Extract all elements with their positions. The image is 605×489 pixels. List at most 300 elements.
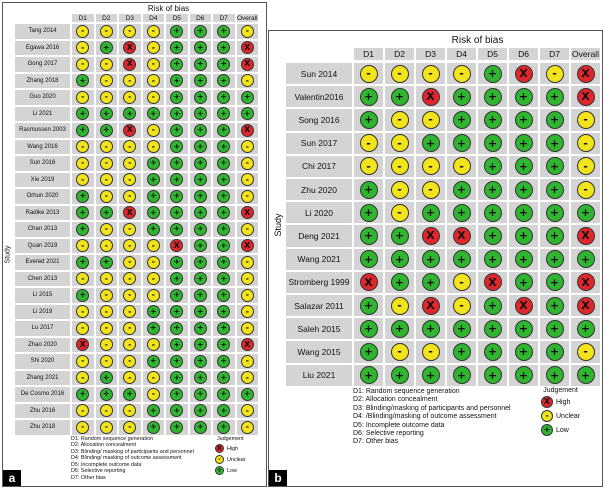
rating-cell bbox=[165, 353, 189, 370]
study-label: Sun 2017 bbox=[285, 132, 353, 155]
study-label: Gong 2017 bbox=[14, 56, 71, 73]
study-label: Li 2019 bbox=[14, 304, 71, 321]
rating-unclear-icon: - bbox=[100, 58, 113, 71]
rating-cell bbox=[384, 294, 415, 317]
rating-cell bbox=[165, 89, 189, 106]
rating-cell bbox=[236, 172, 260, 189]
rating-cell bbox=[165, 40, 189, 57]
rating-cell bbox=[212, 271, 236, 288]
rating-cell bbox=[95, 172, 119, 189]
rating-cell bbox=[165, 23, 189, 40]
rating-cell bbox=[212, 40, 236, 57]
rating-low-icon: + bbox=[515, 111, 533, 129]
rating-low-icon: + bbox=[76, 388, 89, 401]
column-header-overall: Overall bbox=[570, 47, 601, 61]
domain-legend bbox=[353, 388, 511, 447]
rating-low-icon: + bbox=[217, 371, 230, 384]
rating-cell bbox=[353, 317, 384, 340]
rating-cell bbox=[95, 403, 119, 420]
rating-low-icon: + bbox=[217, 388, 230, 401]
rating-low-icon: + bbox=[241, 107, 254, 120]
rating-low-icon: + bbox=[515, 204, 533, 222]
domain-legend-item: D1: Random sequence generation bbox=[71, 436, 154, 442]
rating-low-icon: + bbox=[484, 227, 502, 245]
rating-cell bbox=[95, 353, 119, 370]
rating-unclear-icon: - bbox=[241, 25, 254, 38]
rating-cell bbox=[189, 370, 213, 387]
rating-cell bbox=[353, 271, 384, 294]
domain-legend-item: D2: Allocation concealment bbox=[353, 396, 438, 404]
rating-low-icon: + bbox=[484, 181, 502, 199]
judgement-high-icon: X bbox=[541, 396, 553, 408]
rating-cell bbox=[353, 294, 384, 317]
rating-cell bbox=[384, 132, 415, 155]
rating-low-icon: + bbox=[391, 366, 409, 384]
rating-low-icon: + bbox=[217, 190, 230, 203]
rating-low-icon: + bbox=[453, 111, 471, 129]
study-label: Saleh 2015 bbox=[285, 317, 353, 340]
rating-low-icon: + bbox=[170, 173, 183, 186]
rating-low-icon: + bbox=[484, 366, 502, 384]
rating-high-icon: X bbox=[241, 239, 254, 252]
rating-low-icon: + bbox=[217, 41, 230, 54]
rating-cell bbox=[236, 221, 260, 238]
study-label: Rasmussen 2003 bbox=[14, 122, 71, 139]
rating-cell bbox=[236, 304, 260, 321]
rating-cell bbox=[236, 337, 260, 354]
rating-cell bbox=[384, 62, 415, 85]
study-label: Sun 2016 bbox=[14, 155, 71, 172]
rating-low-icon: + bbox=[391, 273, 409, 291]
rating-cell bbox=[212, 353, 236, 370]
rating-unclear-icon: - bbox=[391, 181, 409, 199]
rating-low-icon: + bbox=[453, 250, 471, 268]
rating-high-icon: X bbox=[453, 227, 471, 245]
rating-cell bbox=[118, 287, 142, 304]
rating-cell bbox=[236, 353, 260, 370]
rating-low-icon: + bbox=[217, 173, 230, 186]
rating-high-icon: X bbox=[577, 297, 595, 315]
rating-low-icon: + bbox=[100, 206, 113, 219]
rating-low-icon: + bbox=[100, 41, 113, 54]
rating-cell bbox=[165, 172, 189, 189]
study-label: Wang 2015 bbox=[285, 340, 353, 363]
rating-cell bbox=[165, 122, 189, 139]
judgement-title: Judgement bbox=[216, 436, 244, 442]
rating-cell bbox=[212, 89, 236, 106]
rating-high-icon: X bbox=[577, 273, 595, 291]
rating-cell bbox=[142, 56, 166, 73]
rating-low-icon: + bbox=[170, 338, 183, 351]
rating-low-icon: + bbox=[515, 250, 533, 268]
judgement-item-high bbox=[541, 396, 580, 408]
rating-cell bbox=[384, 85, 415, 108]
rating-low-icon: + bbox=[170, 140, 183, 153]
rating-low-icon: + bbox=[147, 404, 160, 417]
judgement-item-high bbox=[215, 444, 246, 453]
study-label: Chan 2013 bbox=[14, 221, 71, 238]
rating-unclear-icon: - bbox=[147, 124, 160, 137]
rating-cell bbox=[212, 122, 236, 139]
study-label: Song 2016 bbox=[285, 108, 353, 131]
rating-unclear-icon: - bbox=[546, 65, 564, 83]
rating-unclear-icon: - bbox=[422, 181, 440, 199]
rating-low-icon: + bbox=[360, 320, 378, 338]
judgement-label: Unclear bbox=[227, 456, 246, 463]
rating-cell bbox=[95, 188, 119, 205]
rating-cell bbox=[118, 320, 142, 337]
rating-cell bbox=[71, 403, 95, 420]
domain-legend-item: D3: Blinding/masking of participants and personnel bbox=[353, 404, 511, 412]
rating-cell bbox=[142, 188, 166, 205]
rating-cell bbox=[212, 238, 236, 255]
rating-cell bbox=[446, 155, 477, 178]
rating-cell bbox=[165, 238, 189, 255]
rating-unclear-icon: - bbox=[123, 371, 136, 384]
rating-low-icon: + bbox=[515, 366, 533, 384]
rating-cell bbox=[189, 221, 213, 238]
rating-cell bbox=[353, 201, 384, 224]
judgement-unclear-icon: - bbox=[541, 410, 553, 422]
rating-low-icon: + bbox=[360, 366, 378, 384]
study-label: Valentin2016 bbox=[285, 85, 353, 108]
rating-cell bbox=[508, 317, 539, 340]
rating-cell bbox=[570, 294, 601, 317]
rating-high-icon: X bbox=[123, 206, 136, 219]
rating-cell bbox=[118, 73, 142, 90]
rating-cell bbox=[212, 419, 236, 436]
rating-cell bbox=[165, 221, 189, 238]
rating-cell bbox=[236, 155, 260, 172]
rating-cell bbox=[446, 62, 477, 85]
rating-cell bbox=[477, 85, 508, 108]
rating-cell bbox=[71, 287, 95, 304]
rating-unclear-icon: - bbox=[391, 343, 409, 361]
rating-unclear-icon: - bbox=[76, 305, 89, 318]
rating-high-icon: X bbox=[123, 58, 136, 71]
rating-low-icon: + bbox=[217, 404, 230, 417]
rating-low-icon: + bbox=[170, 157, 183, 170]
rating-unclear-icon: - bbox=[391, 65, 409, 83]
rating-cell bbox=[539, 62, 570, 85]
rating-cell bbox=[189, 172, 213, 189]
rating-unclear-icon: - bbox=[360, 65, 378, 83]
rating-unclear-icon: - bbox=[100, 25, 113, 38]
rating-low-icon: + bbox=[170, 371, 183, 384]
study-label: Tang 2014 bbox=[14, 23, 71, 40]
judgement-item-low bbox=[541, 424, 580, 436]
rating-low-icon: + bbox=[170, 289, 183, 302]
rating-cell bbox=[415, 340, 446, 363]
rating-low-icon: + bbox=[170, 421, 183, 434]
rating-unclear-icon: - bbox=[422, 65, 440, 83]
rating-cell bbox=[189, 419, 213, 436]
rating-unclear-icon: - bbox=[100, 74, 113, 87]
rating-unclear-icon: - bbox=[76, 355, 89, 368]
rating-unclear-icon: - bbox=[241, 289, 254, 302]
rating-cell bbox=[118, 205, 142, 222]
rating-cell bbox=[71, 238, 95, 255]
rating-unclear-icon: - bbox=[123, 256, 136, 269]
rating-unclear-icon: - bbox=[76, 58, 89, 71]
rating-unclear-icon: - bbox=[123, 338, 136, 351]
rating-cell bbox=[353, 108, 384, 131]
rating-unclear-icon: - bbox=[147, 91, 160, 104]
rating-high-icon: X bbox=[422, 297, 440, 315]
rating-high-icon: X bbox=[123, 124, 136, 137]
rating-low-icon: + bbox=[170, 41, 183, 54]
judgement-low-icon: + bbox=[216, 466, 223, 474]
rating-cell bbox=[539, 248, 570, 271]
rating-high-icon: X bbox=[241, 124, 254, 137]
rating-unclear-icon: - bbox=[360, 134, 378, 152]
rating-cell bbox=[142, 221, 166, 238]
rating-unclear-icon: - bbox=[76, 91, 89, 104]
rating-cell bbox=[142, 271, 166, 288]
rating-unclear-icon: - bbox=[76, 140, 89, 153]
rating-unclear-icon: - bbox=[147, 41, 160, 54]
rating-unclear-icon: - bbox=[391, 134, 409, 152]
column-header-d1: D1 bbox=[353, 47, 384, 61]
rating-low-icon: + bbox=[360, 250, 378, 268]
rating-cell bbox=[415, 108, 446, 131]
rating-cell bbox=[118, 386, 142, 403]
rating-low-icon: + bbox=[515, 181, 533, 199]
rating-unclear-icon: - bbox=[100, 157, 113, 170]
rating-high-icon: X bbox=[515, 297, 533, 315]
rating-cell bbox=[142, 238, 166, 255]
rating-cell bbox=[384, 340, 415, 363]
rating-low-icon: + bbox=[577, 366, 595, 384]
rating-high-icon: X bbox=[241, 206, 254, 219]
judgement-title: Judgement bbox=[543, 387, 578, 394]
rating-unclear-icon: - bbox=[147, 140, 160, 153]
rating-low-icon: + bbox=[194, 173, 207, 186]
rating-cell bbox=[95, 139, 119, 156]
rating-unclear-icon: - bbox=[453, 297, 471, 315]
domain-legend-item: D3: Blinding/ masking of participants and personnel bbox=[71, 448, 194, 455]
rating-cell bbox=[95, 370, 119, 387]
rating-cell bbox=[118, 40, 142, 57]
rating-unclear-icon: - bbox=[76, 239, 89, 252]
rating-cell bbox=[95, 419, 119, 436]
rating-cell bbox=[415, 132, 446, 155]
rating-unclear-icon: - bbox=[100, 289, 113, 302]
rating-cell bbox=[212, 337, 236, 354]
rating-cell bbox=[118, 89, 142, 106]
rating-cell bbox=[142, 353, 166, 370]
rating-low-icon: + bbox=[76, 107, 89, 120]
rating-cell bbox=[477, 340, 508, 363]
study-label: Xie 2019 bbox=[14, 172, 71, 189]
judgement-item-unclear bbox=[215, 455, 246, 464]
rating-cell bbox=[142, 254, 166, 271]
rating-cell bbox=[95, 106, 119, 123]
column-header-d4: D4 bbox=[446, 47, 477, 61]
rating-cell bbox=[508, 201, 539, 224]
rating-cell bbox=[165, 304, 189, 321]
rating-cell bbox=[446, 294, 477, 317]
rating-cell bbox=[165, 254, 189, 271]
rating-low-icon: + bbox=[170, 58, 183, 71]
rating-low-icon: + bbox=[217, 25, 230, 38]
rating-cell bbox=[95, 287, 119, 304]
rating-unclear-icon: - bbox=[147, 256, 160, 269]
column-header-d7: D7 bbox=[212, 13, 236, 23]
rating-cell bbox=[508, 248, 539, 271]
study-label: Orhun 2020 bbox=[14, 188, 71, 205]
study-label: Egawa 2016 bbox=[14, 40, 71, 57]
rating-cell bbox=[508, 271, 539, 294]
rating-high-icon: X bbox=[241, 338, 254, 351]
rating-cell bbox=[95, 221, 119, 238]
rating-cell bbox=[71, 337, 95, 354]
rating-unclear-icon: - bbox=[577, 181, 595, 199]
rating-cell bbox=[446, 224, 477, 247]
rating-cell bbox=[189, 155, 213, 172]
rating-cell bbox=[539, 85, 570, 108]
column-header-d3: D3 bbox=[415, 47, 446, 61]
rating-low-icon: + bbox=[76, 289, 89, 302]
rating-cell bbox=[446, 132, 477, 155]
rating-cell bbox=[95, 122, 119, 139]
rating-cell bbox=[95, 89, 119, 106]
rating-cell bbox=[189, 304, 213, 321]
study-label: Zhu 2020 bbox=[285, 178, 353, 201]
rating-low-icon: + bbox=[515, 88, 533, 106]
study-label: Zhu 2016 bbox=[14, 403, 71, 420]
rating-cell bbox=[236, 403, 260, 420]
study-label: Zhu 2018 bbox=[14, 419, 71, 436]
rating-cell bbox=[477, 317, 508, 340]
rating-low-icon: + bbox=[170, 223, 183, 236]
rating-cell bbox=[212, 370, 236, 387]
study-label: Zhang 2021 bbox=[14, 370, 71, 387]
rating-cell bbox=[142, 89, 166, 106]
rating-low-icon: + bbox=[194, 404, 207, 417]
rating-cell bbox=[142, 23, 166, 40]
rating-low-icon: + bbox=[484, 297, 502, 315]
rating-cell bbox=[118, 304, 142, 321]
rating-cell bbox=[118, 403, 142, 420]
rating-cell bbox=[236, 106, 260, 123]
domain-legend-item: D1: Random sequence generation bbox=[353, 388, 460, 395]
rating-cell bbox=[142, 370, 166, 387]
rating-cell bbox=[570, 364, 601, 387]
rating-cell bbox=[570, 340, 601, 363]
rating-cell bbox=[212, 56, 236, 73]
rating-cell bbox=[212, 172, 236, 189]
rating-low-icon: + bbox=[194, 74, 207, 87]
rating-unclear-icon: - bbox=[241, 404, 254, 417]
rating-low-icon: + bbox=[170, 124, 183, 137]
panel-a bbox=[2, 2, 267, 487]
rating-cell bbox=[570, 62, 601, 85]
rating-low-icon: + bbox=[546, 250, 564, 268]
rating-unclear-icon: - bbox=[100, 355, 113, 368]
rating-cell bbox=[118, 370, 142, 387]
rating-low-icon: + bbox=[360, 227, 378, 245]
rating-low-icon: + bbox=[100, 256, 113, 269]
rating-unclear-icon: - bbox=[577, 157, 595, 175]
rating-cell bbox=[118, 122, 142, 139]
rating-cell bbox=[446, 108, 477, 131]
rating-cell bbox=[508, 178, 539, 201]
rating-low-icon: + bbox=[515, 273, 533, 291]
study-label: Shi 2020 bbox=[14, 353, 71, 370]
rating-cell bbox=[570, 317, 601, 340]
rating-low-icon: + bbox=[241, 91, 254, 104]
rating-low-icon: + bbox=[577, 204, 595, 222]
rating-cell bbox=[539, 132, 570, 155]
rating-low-icon: + bbox=[194, 223, 207, 236]
rating-cell bbox=[236, 238, 260, 255]
rating-high-icon: X bbox=[484, 273, 502, 291]
rating-low-icon: + bbox=[147, 355, 160, 368]
rating-cell bbox=[477, 178, 508, 201]
rating-cell bbox=[539, 364, 570, 387]
rating-low-icon: + bbox=[194, 124, 207, 137]
rating-cell bbox=[165, 205, 189, 222]
rating-cell bbox=[118, 23, 142, 40]
rating-low-icon: + bbox=[453, 181, 471, 199]
rating-low-icon: + bbox=[170, 272, 183, 285]
rating-unclear-icon: - bbox=[241, 421, 254, 434]
rating-low-icon: + bbox=[391, 227, 409, 245]
rating-low-icon: + bbox=[76, 223, 89, 236]
rating-cell bbox=[477, 62, 508, 85]
rating-unclear-icon: - bbox=[100, 421, 113, 434]
rating-cell bbox=[189, 271, 213, 288]
rating-cell bbox=[212, 23, 236, 40]
rating-cell bbox=[212, 155, 236, 172]
rating-unclear-icon: - bbox=[391, 297, 409, 315]
rating-cell bbox=[189, 73, 213, 90]
rating-low-icon: + bbox=[360, 343, 378, 361]
rating-low-icon: + bbox=[194, 338, 207, 351]
rating-low-icon: + bbox=[453, 134, 471, 152]
rating-unclear-icon: - bbox=[147, 272, 160, 285]
rating-cell bbox=[118, 353, 142, 370]
rating-low-icon: + bbox=[194, 206, 207, 219]
rating-unclear-icon: - bbox=[123, 190, 136, 203]
rating-low-icon: + bbox=[241, 388, 254, 401]
rating-low-icon: + bbox=[217, 91, 230, 104]
rating-cell bbox=[477, 294, 508, 317]
rating-unclear-icon: - bbox=[147, 371, 160, 384]
rating-cell bbox=[165, 386, 189, 403]
rating-cell bbox=[95, 40, 119, 57]
rating-low-icon: + bbox=[217, 157, 230, 170]
rating-cell bbox=[539, 271, 570, 294]
rating-cell bbox=[212, 254, 236, 271]
rating-cell bbox=[71, 122, 95, 139]
rating-cell bbox=[212, 73, 236, 90]
rating-unclear-icon: - bbox=[453, 273, 471, 291]
rating-cell bbox=[477, 271, 508, 294]
rating-unclear-icon: - bbox=[241, 74, 254, 87]
rating-cell bbox=[508, 364, 539, 387]
rating-low-icon: + bbox=[194, 272, 207, 285]
rating-low-icon: + bbox=[147, 305, 160, 318]
column-header-d2: D2 bbox=[95, 13, 119, 23]
judgement-legend bbox=[541, 387, 580, 438]
rating-cell bbox=[446, 178, 477, 201]
rating-unclear-icon: - bbox=[100, 190, 113, 203]
rating-unclear-icon: - bbox=[241, 256, 254, 269]
judgement-legend bbox=[215, 436, 246, 477]
rating-unclear-icon: - bbox=[123, 421, 136, 434]
